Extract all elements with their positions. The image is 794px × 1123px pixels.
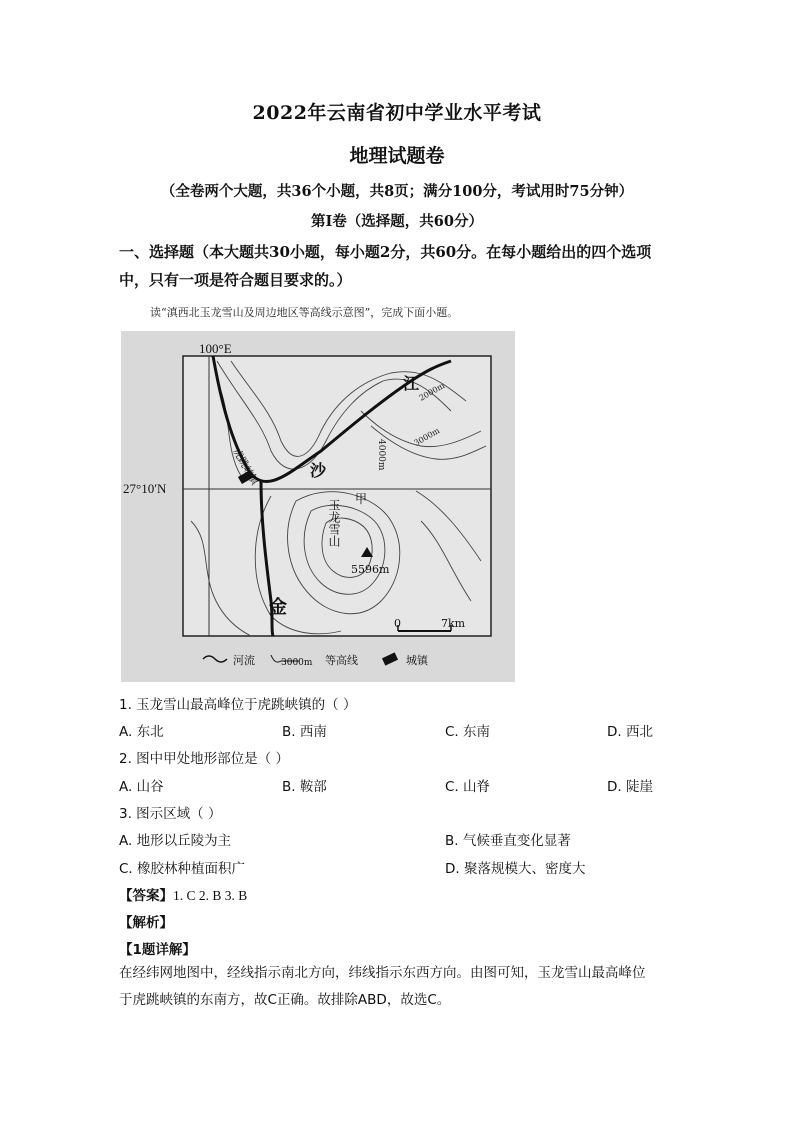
- answer-values: 1. C 2. B 3. B: [173, 888, 248, 903]
- q2-option-a[interactable]: A. 山谷: [119, 779, 164, 795]
- q2-option-b[interactable]: B. 鞍部: [282, 779, 327, 795]
- exam-note: （全卷两个大题，共36个小题，共8页；满分100分，考试用时75分钟）: [160, 183, 634, 200]
- question-3-stem: 3. 图示区域（ ）: [119, 806, 222, 822]
- q1-option-a[interactable]: A. 东北: [119, 724, 164, 740]
- analysis-line-2: 于虎跳峡镇的东南方，故C正确。故排除ABD，故选C。: [119, 992, 451, 1008]
- river-char-jiang: 江: [403, 374, 420, 393]
- legend-contour-label: 等高线: [325, 654, 358, 667]
- contour-label-2000: 2000m: [417, 380, 447, 403]
- q3-option-c[interactable]: C. 橡胶林种植面积广: [119, 861, 246, 877]
- question-1-stem: 1. 玉龙雪山最高峰位于虎跳峡镇的（ ）: [119, 697, 357, 713]
- exam-title: 2022年云南省初中学业水平考试: [252, 102, 542, 124]
- analysis-paragraph: [119, 960, 679, 1014]
- contour-label-4000: 4000m: [376, 439, 386, 471]
- contour-map-figure: [121, 331, 515, 682]
- q2-option-c[interactable]: C. 山脊: [445, 779, 491, 795]
- part-heading: 第Ⅰ卷（选择题，共60分）: [311, 213, 483, 230]
- latitude-label: 27°10′N: [123, 481, 167, 496]
- longitude-label: 100°E: [199, 341, 232, 356]
- q1-option-b[interactable]: B. 西南: [282, 724, 327, 740]
- jia-label: 甲: [355, 492, 368, 506]
- peak-elevation: 5596m: [351, 563, 390, 576]
- answer-line: [119, 884, 247, 904]
- contour-map: [121, 331, 515, 682]
- q1-option-d[interactable]: D. 西北: [607, 724, 653, 740]
- river-char-jin: 金: [269, 597, 287, 618]
- q3-option-d[interactable]: D. 聚落规模大、密度大: [445, 861, 586, 877]
- scale-km: 7km: [441, 617, 466, 630]
- analysis-sub-label: 【1题详解】: [119, 942, 196, 958]
- legend-town-label: 城镇: [406, 654, 428, 667]
- q3-option-b[interactable]: B. 气候垂直变化显著: [445, 833, 571, 849]
- q2-option-d[interactable]: D. 陡崖: [607, 779, 653, 795]
- question-2-stem: 2. 图中甲处地形部位是（ ）: [119, 751, 289, 767]
- legend-contour-value: 3000m: [281, 658, 313, 668]
- river-char-sha: 沙: [310, 461, 327, 480]
- mountain-label: 玉龙雪山: [327, 499, 341, 547]
- map-frame: [183, 356, 491, 636]
- town-label: 虎跳峡镇: [230, 447, 260, 488]
- q3-option-a[interactable]: A. 地形以丘陵为主: [119, 833, 232, 849]
- legend-river-label: 河流: [233, 654, 255, 667]
- section-heading: 一、选择题（本大题共30小题，每小题2分，共60分。在每小题给出的四个选项中，只有一项是符合题目要求的。）: [119, 243, 652, 289]
- analysis-line-1: 在经纬网地图中，经线指示南北方向，纬线指示东西方向。由图可知，玉龙雪山最高峰位: [119, 965, 646, 981]
- q1-option-c[interactable]: C. 东南: [445, 724, 491, 740]
- analysis-label: 【解析】: [119, 915, 173, 931]
- scale-zero: 0: [394, 617, 401, 630]
- answer-label: 【答案】: [119, 888, 173, 904]
- question-intro: 读“滇西北玉龙雪山及周边地区等高线示意图”，完成下面小题。: [150, 306, 459, 319]
- contour-label-3000: 3000m: [412, 425, 442, 448]
- exam-subtitle: 地理试题卷: [349, 145, 445, 167]
